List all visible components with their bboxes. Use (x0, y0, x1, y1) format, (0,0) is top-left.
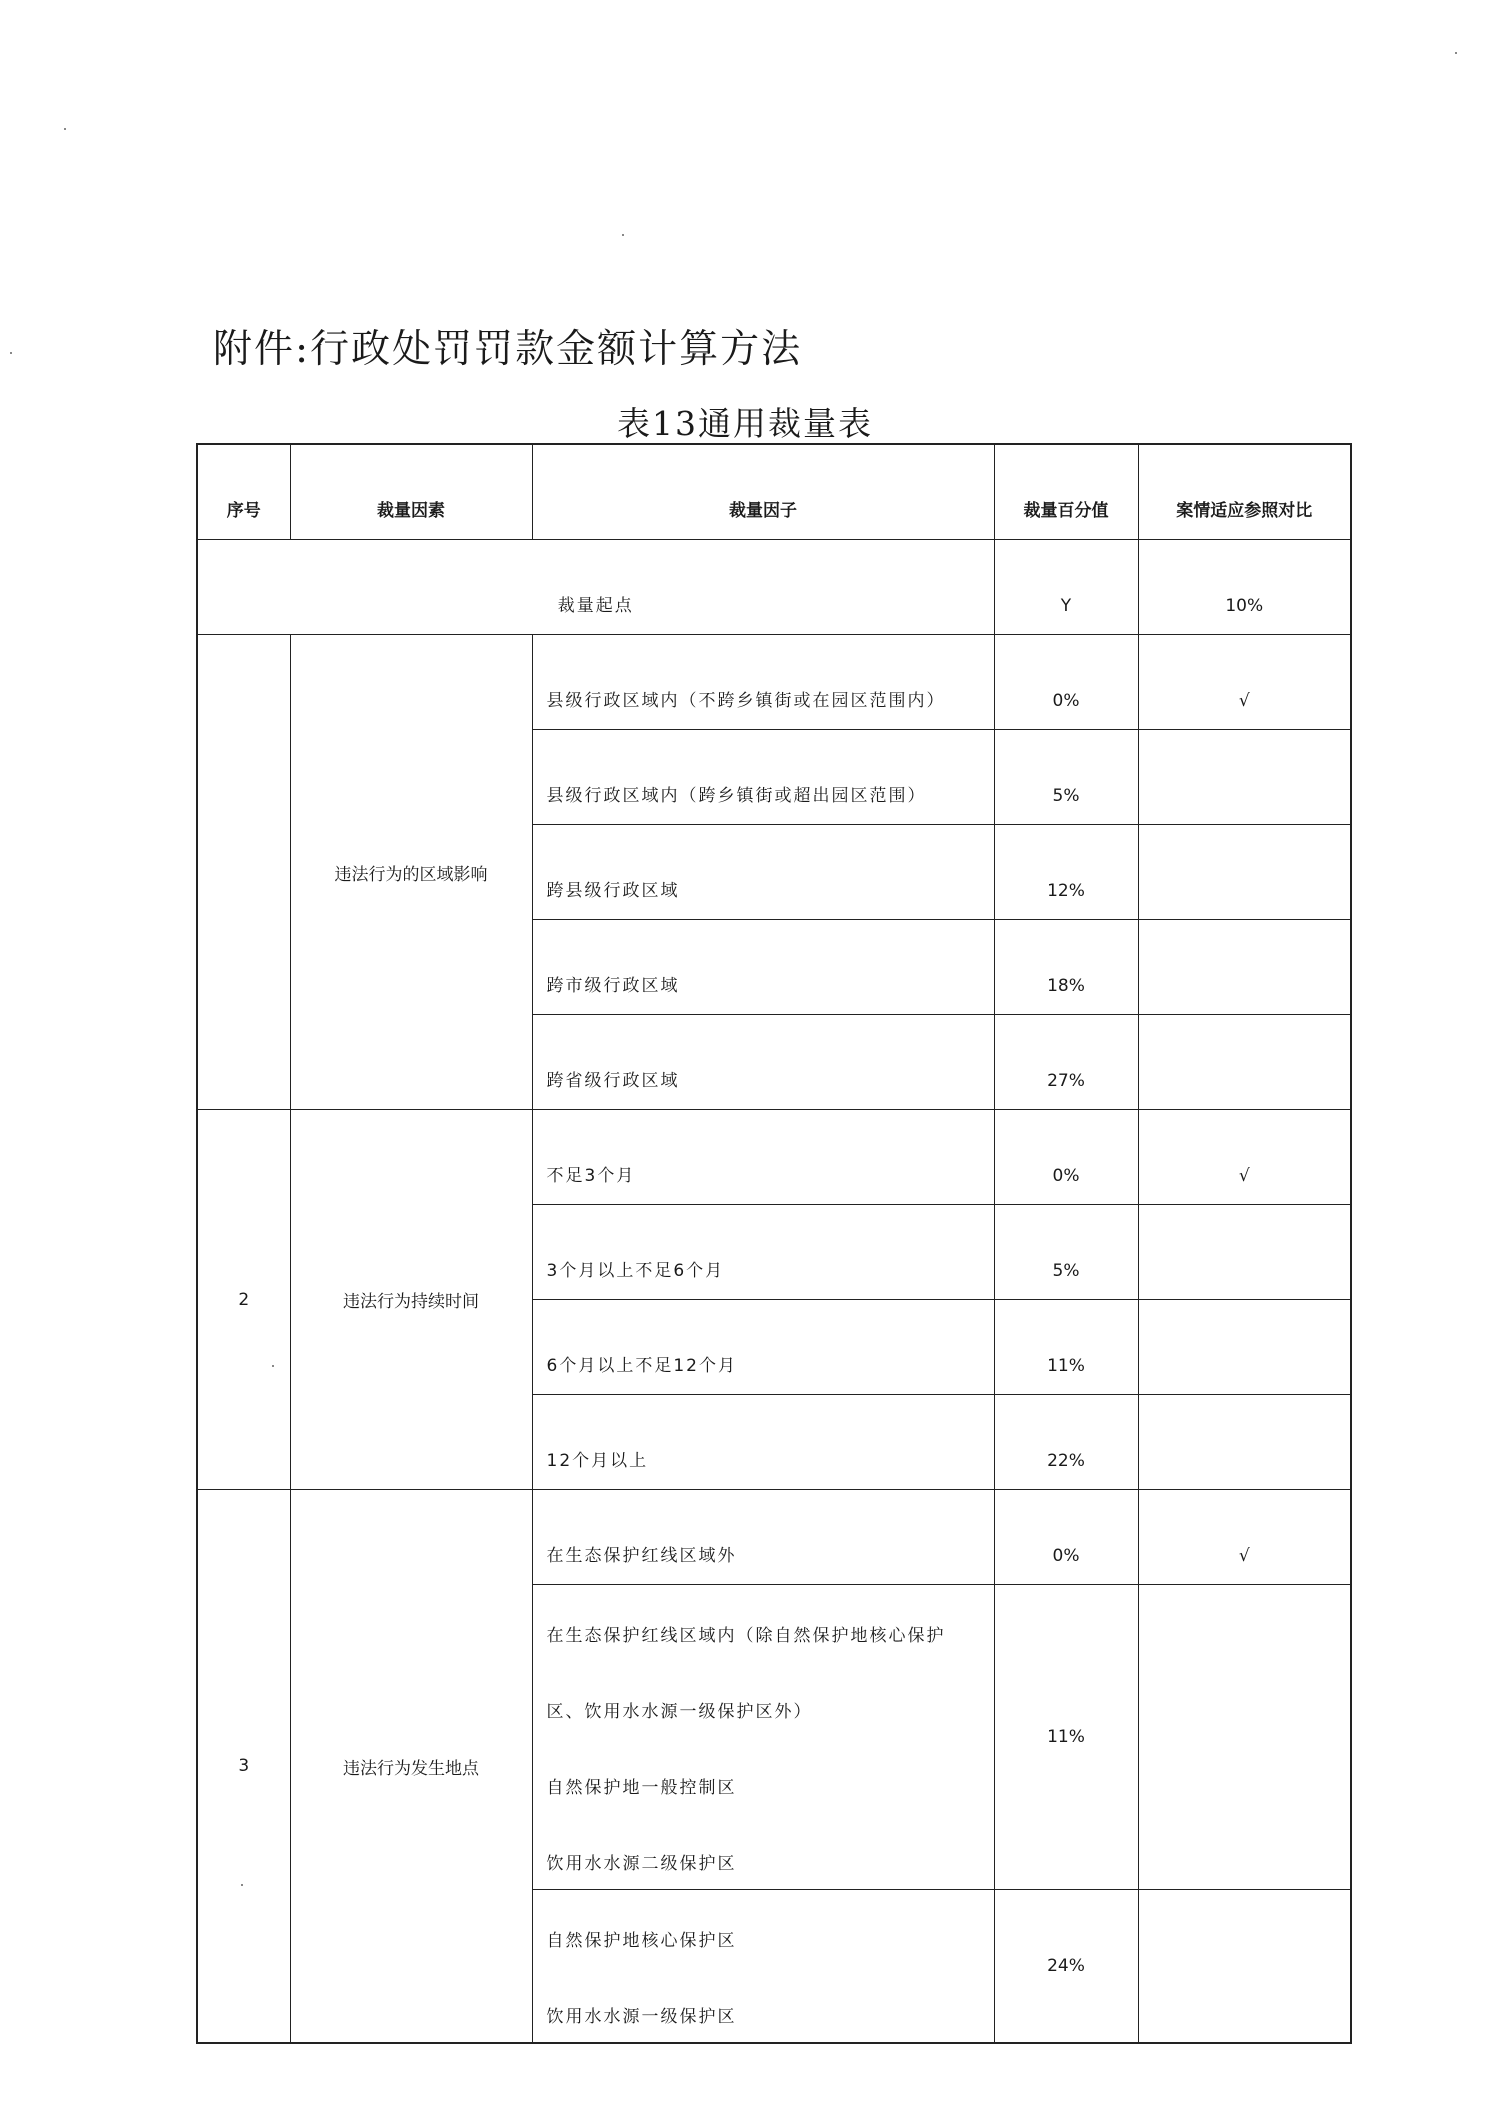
row-item: 跨省级行政区域 (532, 1015, 994, 1110)
scan-speck (1455, 52, 1457, 54)
row-compare (1138, 1300, 1351, 1395)
row-compare (1138, 730, 1351, 825)
scan-speck (622, 234, 624, 236)
row-item: 县级行政区域内（跨乡镇街或超出园区范围） (532, 730, 994, 825)
row-item-line: 自然保护地一般控制区 (546, 1778, 737, 1798)
row-item: 跨市级行政区域 (532, 920, 994, 1015)
row-item-line: 自然保护地核心保护区 (546, 1931, 737, 1951)
row-percent: 27% (994, 1015, 1138, 1110)
page-heading: 附件:行政处罚罚款金额计算方法 (213, 327, 803, 372)
row-percent: 5% (994, 1205, 1138, 1300)
scan-speck (10, 352, 12, 354)
row-compare (1138, 1015, 1351, 1110)
check-mark: √ (1138, 1490, 1351, 1585)
row-percent: 5% (994, 730, 1138, 825)
row-compare (1138, 1585, 1351, 1890)
row-compare (1138, 920, 1351, 1015)
row-percent: 12% (994, 825, 1138, 920)
scan-speck (241, 1884, 243, 1886)
scan-speck (64, 128, 66, 130)
start-compare: 10% (1138, 540, 1351, 635)
start-percent: Y (994, 540, 1138, 635)
row-item-line: 饮用水水源二级保护区 (546, 1854, 737, 1874)
group-seq: 2 (197, 1110, 290, 1490)
row-item: 不足3个月 (532, 1110, 994, 1205)
row-percent: 18% (994, 920, 1138, 1015)
row-item: 3个月以上不足6个月 (532, 1205, 994, 1300)
row-percent: 11% (994, 1300, 1138, 1395)
header-seq: 序号 (197, 444, 290, 540)
check-mark: √ (1138, 1110, 1351, 1205)
row-compare (1138, 1205, 1351, 1300)
row-percent: 0% (994, 635, 1138, 730)
group-factor: 违法行为的区域影响 (290, 635, 532, 1110)
header-row (197, 444, 1351, 540)
row-percent: 24% (994, 1890, 1138, 2044)
row-item-multiline (532, 1585, 994, 1890)
row-percent: 22% (994, 1395, 1138, 1490)
table-row (197, 1490, 1351, 1585)
row-item-line: 区、饮用水水源一级保护区外） (546, 1702, 813, 1722)
group-factor: 违法行为持续时间 (290, 1110, 532, 1490)
start-row (197, 540, 1351, 635)
row-compare (1138, 825, 1351, 920)
row-item-line: 在生态保护红线区域内（除自然保护地核心保护 (546, 1626, 946, 1646)
header-percent: 裁量百分值 (994, 444, 1138, 540)
row-item: 在生态保护红线区域外 (532, 1490, 994, 1585)
group-seq (197, 635, 290, 1110)
header-item: 裁量因子 (532, 444, 994, 540)
row-item: 6个月以上不足12个月 (532, 1300, 994, 1395)
row-compare (1138, 1890, 1351, 2044)
discretion-table (196, 443, 1352, 2044)
row-item: 12个月以上 (532, 1395, 994, 1490)
header-compare: 案情适应参照对比 (1138, 444, 1351, 540)
row-percent: 0% (994, 1110, 1138, 1205)
row-item: 县级行政区域内（不跨乡镇街或在园区范围内） (532, 635, 994, 730)
row-item-line: 饮用水水源一级保护区 (546, 2007, 737, 2027)
group-seq: 3 (197, 1490, 290, 2044)
table-row (197, 1110, 1351, 1205)
row-item-multiline (532, 1890, 994, 2044)
scan-speck (272, 1365, 274, 1367)
table-row (197, 635, 1351, 730)
table-caption: 表13通用裁量表 (617, 404, 873, 443)
group-factor: 违法行为发生地点 (290, 1490, 532, 2044)
row-percent: 0% (994, 1490, 1138, 1585)
header-factor: 裁量因素 (290, 444, 532, 540)
check-mark: √ (1138, 635, 1351, 730)
row-item: 跨县级行政区域 (532, 825, 994, 920)
row-percent: 11% (994, 1585, 1138, 1890)
row-compare (1138, 1395, 1351, 1490)
start-label: 裁量起点 (197, 540, 994, 635)
